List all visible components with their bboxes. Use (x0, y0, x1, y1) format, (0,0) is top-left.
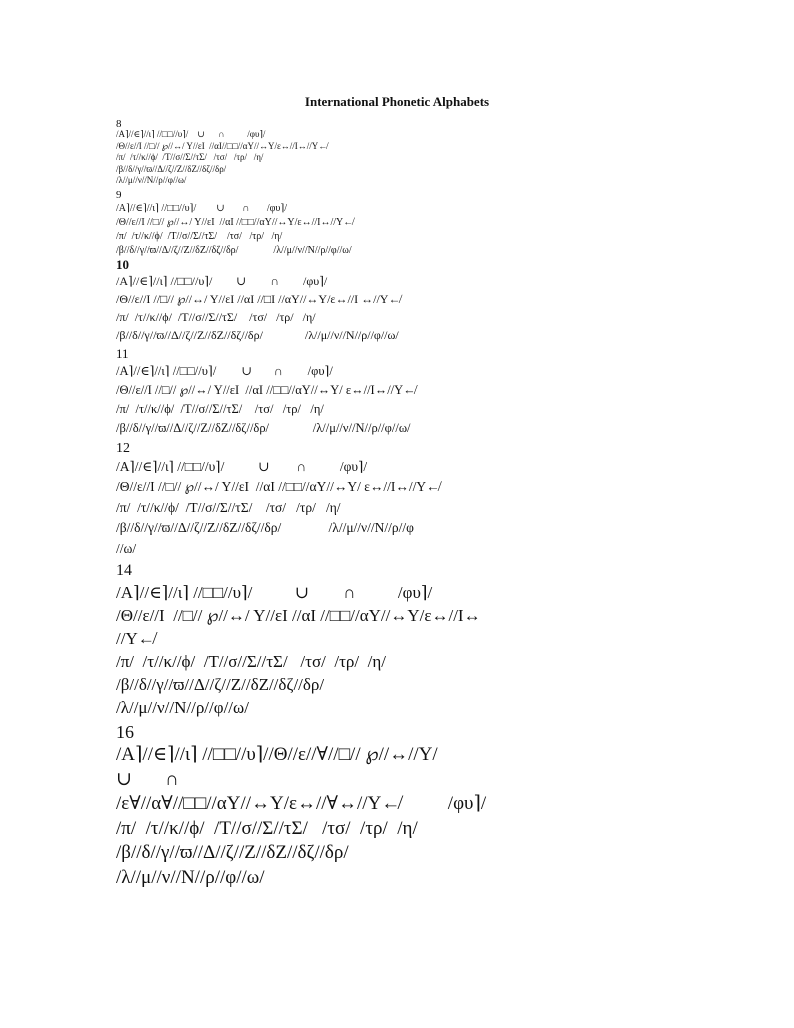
symbol-line: /λ//μ//ν//N//ρ//φ//ω/ (116, 175, 187, 185)
symbol-line: /π/ /τ//κ//ϕ/ /T//σ//Σ//τΣ/ /τσ/ /τρ/ /η/ (116, 152, 264, 162)
symbol-line: /Θ//ε//I //□// ℘//↔/ Y//εI //αI//□□//αY//↔Y/ε↔//I↔//Y↚ (116, 140, 328, 151)
font-size-label: 11 (116, 345, 129, 361)
symbol-line: /Θ//ε//I //□// ℘//↔/ Y//εI //αI //□I //αY//↔Y/ε↔//I ↔//Y↚ (116, 291, 401, 306)
font-size-label: 16 (116, 722, 134, 742)
symbol-line: /π/ /τ//κ//ϕ/ /T//σ//Σ//τΣ/ /τσ/ /τρ/ /η/ (116, 230, 283, 242)
font-size-label: 14 (116, 562, 132, 579)
font-size-block-10 (116, 258, 696, 344)
symbol-line: /λ//μ//ν//N//ρ//φ//ω/ (116, 698, 249, 717)
symbol-line: /π/ /τ//κ//ϕ/ /T//σ//Σ//τΣ/ /τσ/ /τρ/ /η/ (116, 817, 418, 839)
symbol-line: ∪ ∩ (116, 768, 179, 790)
symbol-line: /A⌉//∈⌉//ι⌉ //□□//υ⌉//Θ//ε//∀//□// ℘//↔//Y/ (116, 744, 438, 765)
font-size-block-16 (116, 721, 696, 890)
symbol-line: /Θ//ε//I //□// ℘//↔/ Y//εI //αI //□□//αY//↔Y/ ε↔//I↔//Y↚ (116, 479, 440, 494)
font-size-block-12 (116, 440, 696, 560)
symbol-line: /Θ//ε//I //□// ℘//↔/ Y//εI //αI //□□//αY//↔Y/ε↔//I↔//Y↚ (116, 216, 354, 228)
document-title: International Phonetic Alphabets (304, 94, 490, 109)
font-size-block-9 (116, 189, 696, 258)
symbol-line: /A⌉//∈⌉//ι⌉ //□□//υ⌉/ ∪ ∩ /φυ⌉/ (116, 202, 288, 214)
font-size-label: 8 (116, 118, 122, 130)
symbol-line: /π/ /τ//κ//ϕ/ /T//σ//Σ//τΣ/ /τσ/ /τρ/ /η/ (116, 499, 341, 515)
font-size-label: 9 (116, 188, 122, 201)
symbol-line: /Θ//ε//I //□// ℘//↔/ Y//εI //αI //□□//αY//↔Y/ ε↔//I↔//Y↚ (116, 382, 416, 397)
symbol-line: /β//δ//γ//ϖ//Δ//ζ//Z//δZ//δζ//δρ/ /λ//μ//ν//N//ρ//φ//ω/ (116, 327, 399, 342)
symbol-line: /π/ /τ//κ//ϕ/ /T//σ//Σ//τΣ/ /τσ/ /τρ/ /η/ (116, 401, 324, 416)
symbol-line: /A⌉//∈⌉//ι⌉ //□□//υ⌉/ ∪ ∩ /φυ⌉/ (116, 583, 433, 602)
symbol-line: /β//δ//γ//ϖ//Δ//ζ//Z//δZ//δζ//δρ/ (116, 675, 325, 694)
font-size-block-11 (116, 346, 696, 438)
symbol-line: /ε∀//α∀//□□//αY//↔Y/ε↔//∀↔//Y↚ /φυ⌉/ (116, 793, 487, 814)
font-size-block-8 (116, 120, 696, 187)
symbol-line: /π/ /τ//κ//ϕ/ /T//σ//Σ//τΣ/ /τσ/ /τρ/ /η/ (116, 309, 316, 324)
symbol-line: /π/ /τ//κ//ϕ/ /T//σ//Σ//τΣ/ /τσ/ /τρ/ /η/ (116, 652, 386, 671)
symbol-line: /β//δ//γ//ϖ//Δ//ζ//Z//δZ//δζ//δρ/ (116, 163, 227, 174)
symbol-line: //Y↚ (116, 629, 155, 648)
font-size-block-14 (116, 561, 696, 719)
symbol-line: //ω/ (116, 540, 137, 556)
symbol-line: /β//δ//γ//ϖ//Δ//ζ//Z//δZ//δζ//δρ/ /λ//μ//ν//N//ρ//φ//ω/ (116, 244, 352, 256)
symbol-line: /λ//μ//ν//N//ρ//φ//ω/ (116, 866, 265, 888)
font-size-label: 10 (116, 256, 129, 272)
symbol-line: /Θ//ε//I //□// ℘//↔/ Y//εI //αI //□□//αY//↔Y/ε↔//I↔ (116, 606, 481, 625)
symbol-line: /β//δ//γ//ϖ//Δ//ζ//Z//δZ//δζ//δρ/ /λ//μ//ν//N//ρ//φ//ω/ (116, 420, 411, 435)
symbol-line: /A⌉//∈⌉//ι⌉ //□□//υ⌉/ ∪ ∩ /φυ⌉/ (116, 129, 266, 139)
symbol-line: /A⌉//∈⌉//ι⌉ //□□//υ⌉/ ∪ ∩ /φυ⌉/ (116, 458, 368, 474)
symbol-line: /A⌉//∈⌉//ι⌉ //□□//υ⌉/ ∪ ∩ /φυ⌉/ (116, 273, 328, 288)
symbol-line: /A⌉//∈⌉//ι⌉ //□□//υ⌉/ ∪ ∩ /φυ⌉/ (116, 363, 333, 378)
symbol-line: /β//δ//γ//ϖ//Δ//ζ//Z//δZ//δζ//δρ/ (116, 842, 349, 863)
font-size-label: 12 (116, 440, 130, 456)
symbol-line: /β//δ//γ//ϖ//Δ//ζ//Z//δZ//δζ//δρ/ /λ//μ//ν//N//ρ//φ (116, 520, 414, 535)
document-body (116, 120, 696, 890)
